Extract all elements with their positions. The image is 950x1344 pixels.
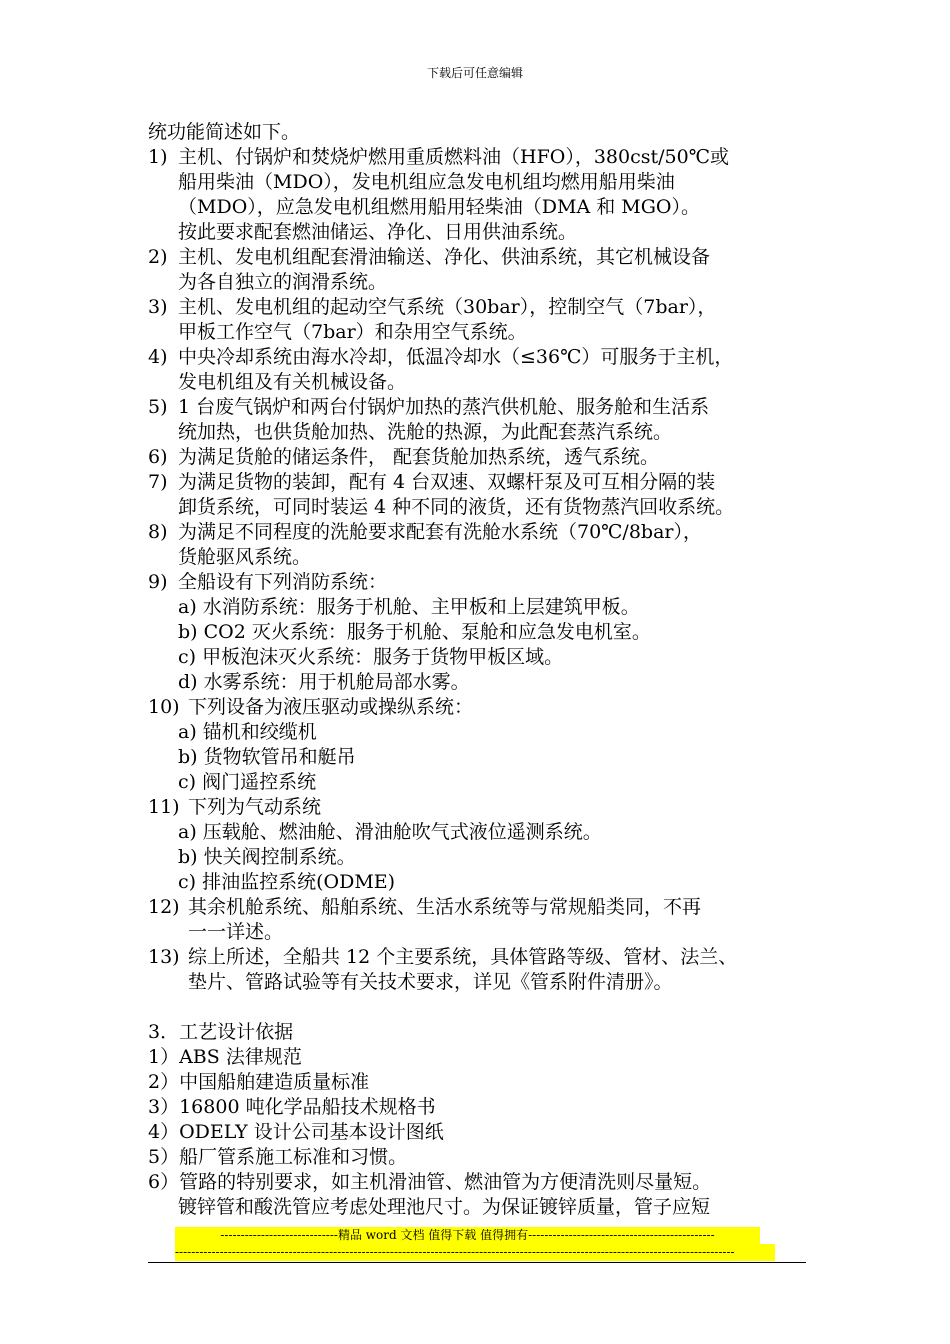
basis-item: 1）ABS 法律规范 [148, 1046, 302, 1068]
list-item-number: 12) [148, 896, 180, 918]
list-item-text: 货舱驱风系统。 [178, 546, 312, 568]
list-item-number: 3) [148, 296, 168, 318]
list-item [148, 570, 828, 595]
list-item-text: 主机、发电机组的起动空气系统（30bar），控制空气（7bar）， [178, 296, 717, 318]
list-item-text: 卸货系统，可同时装运 4 种不同的液货，还有货物蒸汽回收系统。 [178, 496, 735, 518]
list-item-text: 为满足货物的装卸，配有 4 台双速、双螺杆泵及可互相分隔的装 [178, 471, 716, 493]
list-item [148, 395, 828, 445]
list-item-number: 9) [148, 571, 168, 593]
list-item-text: 船用柴油（MDO），发电机组应急发电机组均燃用船用柴油 [178, 171, 675, 193]
sub-item: c) 甲板泡沫灭火系统：服务于货物甲板区域。 [178, 646, 564, 668]
list-item-text: 为满足货舱的储运条件， 配套货舱加热系统，透气系统。 [178, 446, 660, 468]
basis-item: 5）船厂管系施工标准和习惯。 [148, 1146, 408, 1168]
list-item-text: 综上所述，全船共 12 个主要系统，具体管路等级、管材、法兰、 [188, 946, 738, 968]
list-item-text: 下列为气动系统 [188, 796, 322, 818]
list-item-text: 下列设备为液压驱动或操纵系统： [188, 696, 474, 718]
basis-item: 6）管路的特别要求，如主机滑油管、燃油管为方便清洗则尽量短。 [148, 1171, 712, 1193]
footer-rule [148, 1262, 806, 1263]
list-item-number: 10) [148, 696, 180, 718]
document-body [148, 120, 828, 1220]
list-item-text: 为满足不同程度的洗舱要求配套有洗舱水系统（70℃/8bar）， [178, 521, 702, 543]
list-item-number: 8) [148, 521, 168, 543]
list-item [148, 470, 828, 520]
basis-item: 2）中国船舶建造质量标准 [148, 1071, 370, 1093]
page-header: 下载后可任意编辑 [426, 66, 523, 80]
list-item-text: 中央冷却系统由海水冷却，低温冷却水（≤36℃）可服务于主机， [178, 346, 734, 368]
basis-list [148, 1045, 828, 1195]
list-item-number: 1) [148, 146, 168, 168]
list-item [148, 945, 828, 995]
list-item-text: 全船设有下列消防系统： [178, 571, 388, 593]
sub-item: c) 排油监控系统(ODME) [178, 871, 396, 893]
sub-item: a) 压载舱、燃油舱、滑油舱吹气式液位遥测系统。 [178, 821, 602, 843]
list-item-text: 主机、发电机组配套滑油输送、净化、供油系统，其它机械设备 [178, 246, 711, 268]
list-item [148, 895, 828, 945]
system-list [148, 145, 828, 995]
list-item-text: 统加热，也供货舱加热、洗舱的热源，为此配套蒸汽系统。 [178, 421, 673, 443]
basis-item: 3）16800 吨化学品船技术规格书 [148, 1096, 436, 1118]
list-item-number: 6) [148, 446, 168, 468]
sub-item: c) 阀门遥控系统 [178, 771, 317, 793]
sub-item: d) 水雾系统：用于机舱局部水雾。 [178, 671, 470, 693]
list-item [148, 245, 828, 295]
list-item-text: 一一详述。 [188, 921, 284, 943]
list-item [148, 145, 828, 245]
list-item-text: 按此要求配套燃油储运、净化、日用供油系统。 [178, 221, 578, 243]
basis-continuation: 镀锌管和酸洗管应考虑处理池尺寸。为保证镀锌质量，管子应短 [178, 1196, 711, 1218]
list-item-text: 垫片、管路试验等有关技术要求，详见《管系附件清册》。 [188, 971, 673, 993]
sub-item: b) 货物软管吊和艇吊 [178, 746, 356, 768]
basis-item: 4）ODELY 设计公司基本设计图纸 [148, 1121, 444, 1143]
list-item [148, 695, 828, 720]
list-item-number: 4) [148, 346, 168, 368]
list-item [148, 295, 828, 345]
list-item-number: 11) [148, 796, 180, 818]
list-item-number: 5) [148, 396, 168, 418]
list-item-text: 主机、付锅炉和焚烧炉燃用重质燃料油（HFO），380cst/50℃或 [178, 146, 729, 168]
list-item-text: 发电机组及有关机械设备。 [178, 371, 407, 393]
sub-item: a) 水消防系统：服务于机舱、主甲板和上层建筑甲板。 [178, 596, 640, 618]
list-item-number: 2) [148, 246, 168, 268]
list-item-text: 为各自独立的润滑系统。 [178, 271, 388, 293]
list-item [148, 520, 828, 570]
list-item [148, 445, 828, 470]
intro-text: 统功能简述如下。 [148, 121, 301, 143]
list-item-number: 13) [148, 946, 180, 968]
footer-line-1: -----------------------------精品 word 文档 值得下载 值得拥有---------------------------------------------- [175, 1227, 760, 1244]
list-item-text: 1 台废气锅炉和两台付锅炉加热的蒸汽供机舱、服务舱和生活系 [178, 396, 710, 418]
sub-item: b) 快关阀控制系统。 [178, 846, 356, 868]
list-item [148, 795, 828, 820]
footer-banner [175, 1227, 775, 1261]
sub-item: b) CO2 灭火系统：服务于机舱、泵舱和应急发电机室。 [178, 621, 651, 643]
sub-item: a) 锚机和绞缆机 [178, 721, 317, 743]
list-item [148, 345, 828, 395]
list-item-text: （MDO），应急发电机组燃用船用轻柴油（DMA 和 MGO）。 [178, 196, 700, 218]
list-item-number: 7) [148, 471, 168, 493]
list-item-text: 甲板工作空气（7bar）和杂用空气系统。 [178, 321, 527, 343]
list-item-text: 其余机舱系统、船舶系统、生活水系统等与常规船类同，不再 [188, 896, 702, 918]
footer-line-2: ------------------------------------------------------------------------------------------------------------------------------------------ [175, 1244, 775, 1261]
section-title: 3．工艺设计依据 [148, 1021, 294, 1043]
